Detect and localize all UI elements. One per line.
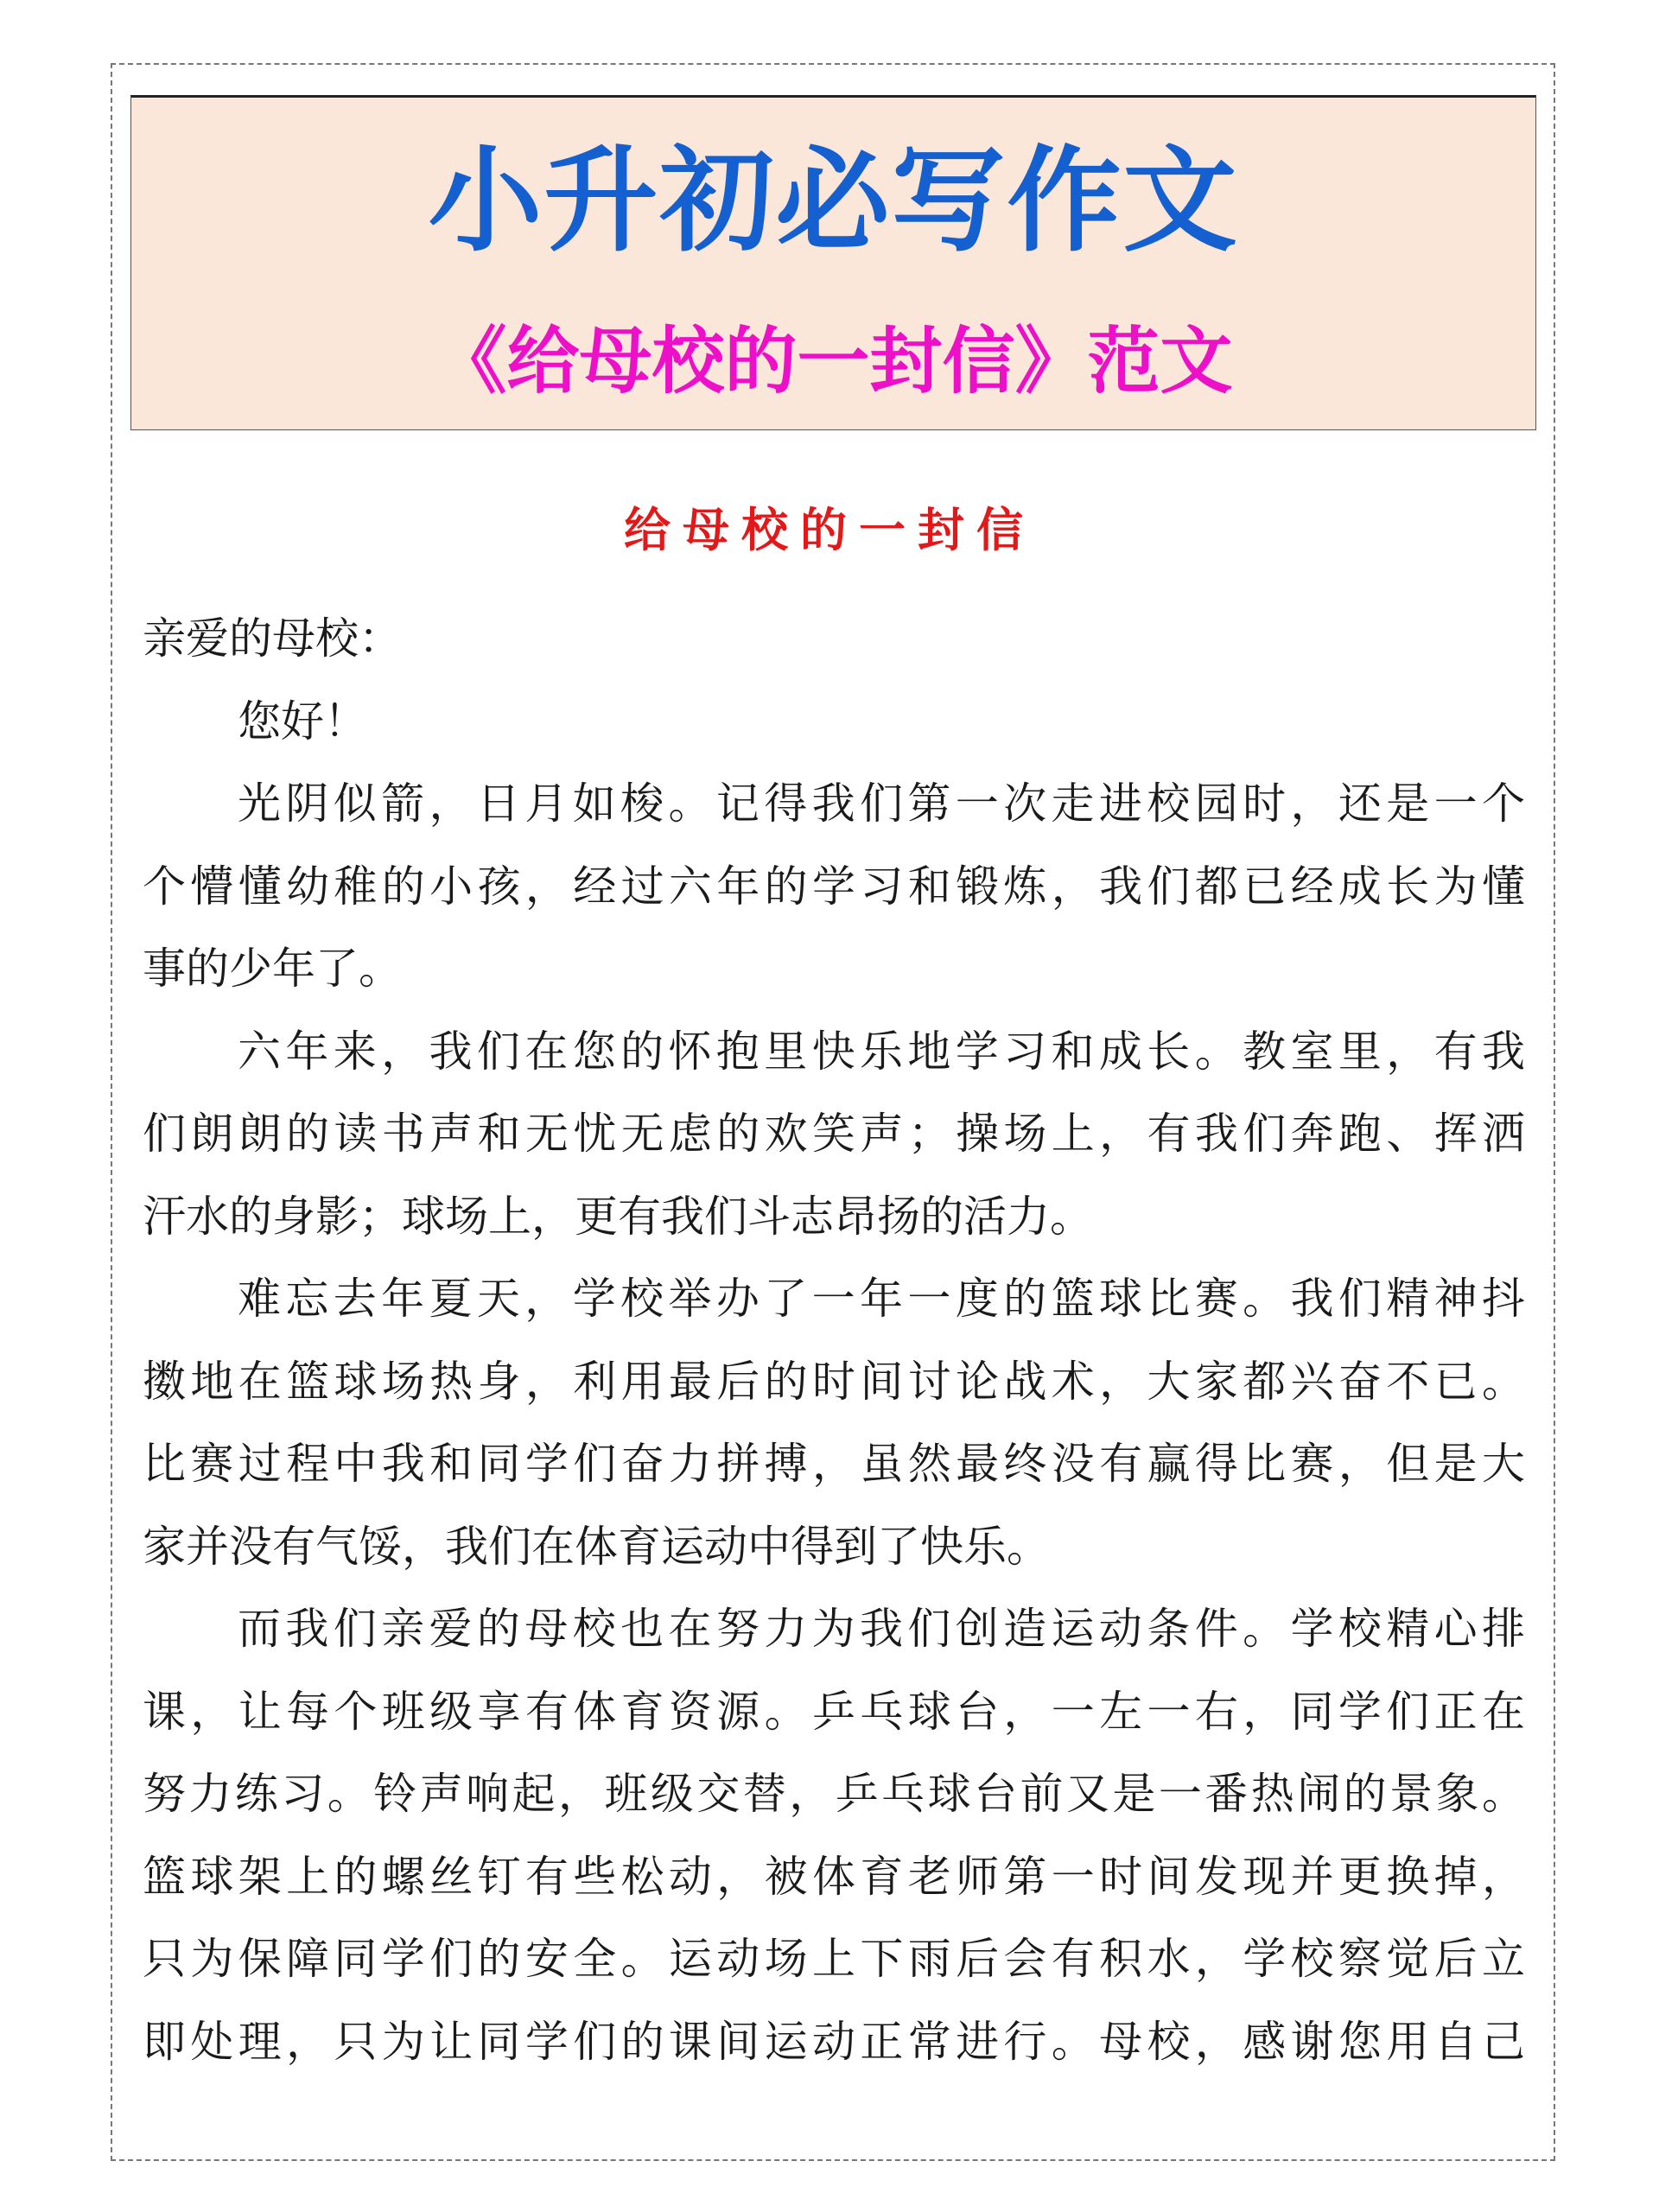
essay-line: 事的少年了。	[143, 944, 402, 994]
essay-line: 六年来，我们在您的怀抱里快乐地学习和成长。教室里，有我	[238, 1026, 1525, 1077]
essay-line: 努力练习。铃声响起，班级交替，乒乓球台前又是一番热闹的景象。	[143, 1769, 1525, 1819]
main-title: 小升初必写作文	[428, 135, 1239, 268]
essay-line: 个懵懂幼稚的小孩，经过六年的学习和锻炼，我们都已经成长为懂	[143, 861, 1525, 912]
essay-line: 家并没有气馁，我们在体育运动中得到了快乐。	[143, 1521, 1050, 1572]
essay-line: 擞地在篮球场热身，利用最后的时间讨论战术，大家都兴奋不已。	[143, 1356, 1525, 1407]
essay-line: 即处理，只为让同学们的课间运动正常进行。母校，感谢您用自己	[143, 2016, 1525, 2067]
essay-title: 给母校的一封信	[624, 502, 1035, 557]
essay-line: 汗水的身影；球场上，更有我们斗志昂扬的活力。	[143, 1191, 1093, 1242]
essay-line: 们朗朗的读书声和无忧无虑的欢笑声；操场上，有我们奔跑、挥洒	[143, 1109, 1525, 1159]
essay-line: 比赛过程中我和同学们奋力拼搏，虽然最终没有赢得比赛，但是大	[143, 1439, 1525, 1489]
essay-line: 只为保障同学们的安全。运动场上下雨后会有积水，学校察觉后立	[143, 1934, 1525, 1984]
essay-line: 篮球架上的螺丝钉有些松动，被体育老师第一时间发现并更换掉，	[143, 1851, 1525, 1902]
essay-line: 难忘去年夏天，学校举办了一年一度的篮球比赛。我们精神抖	[238, 1274, 1525, 1324]
essay-line: 光阴似箭，日月如梭。记得我们第一次走进校园时，还是一个	[238, 779, 1525, 829]
essay-line: 而我们亲爱的母校也在努力为我们创造运动条件。学校精心排	[238, 1604, 1525, 1654]
salutation: 亲爱的母校：	[143, 613, 402, 664]
header-banner	[130, 95, 1536, 430]
greeting: 您好！	[238, 696, 367, 747]
essay-line: 课，让每个班级享有体育资源。乒乓球台，一左一右，同学们正在	[143, 1686, 1525, 1737]
subtitle: 《给母校的一封信》范文	[434, 319, 1233, 404]
essay-body	[143, 598, 1525, 2083]
